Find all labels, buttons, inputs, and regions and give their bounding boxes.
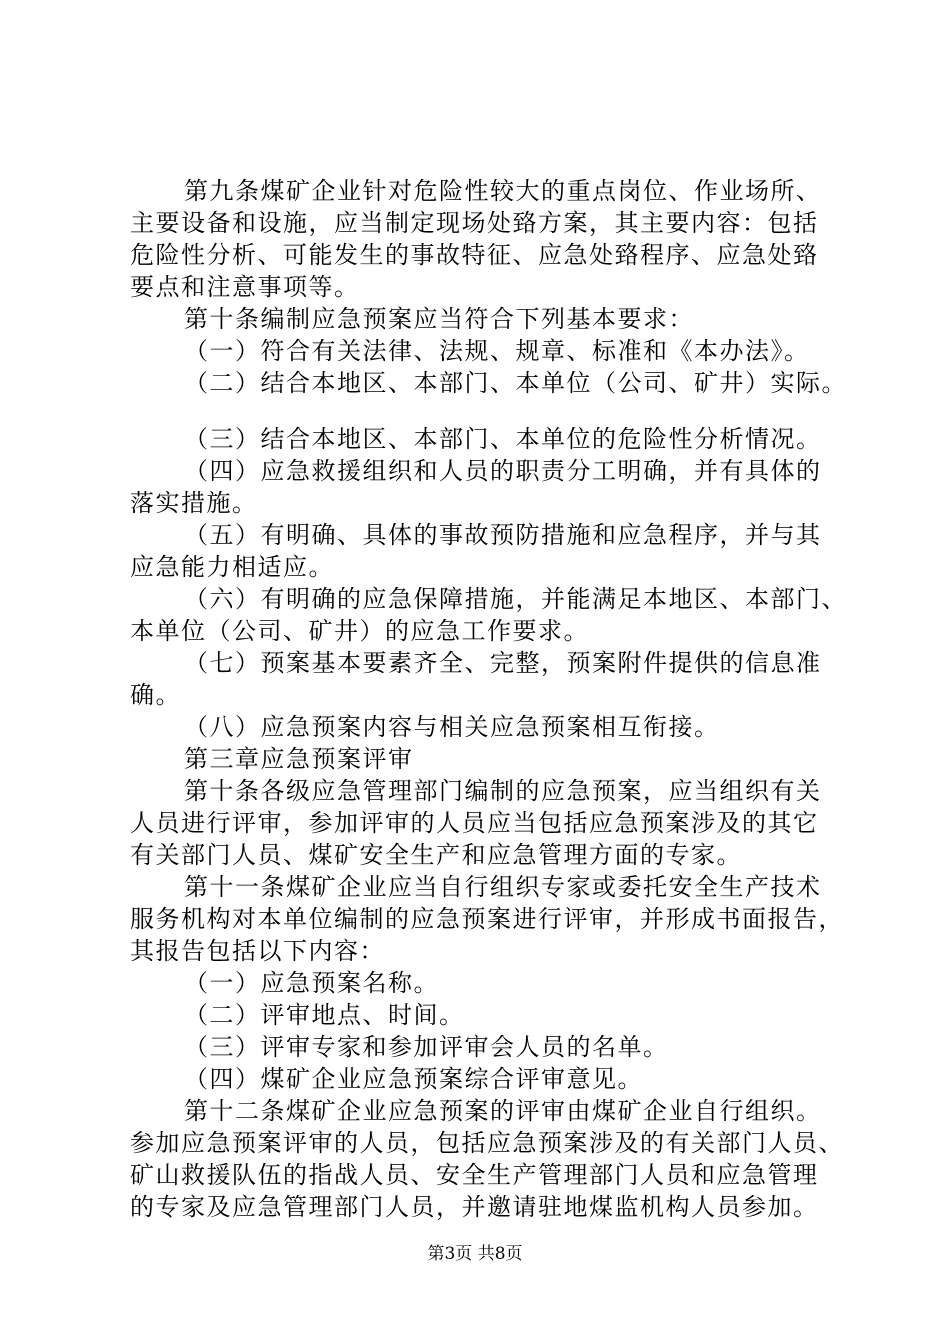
paragraph-line: 第十一条煤矿企业应当自行组织专家或委托安全生产技术 bbox=[184, 873, 822, 901]
paragraph-line: 有关部门人员、煤矿安全生产和应急管理方面的专家。 bbox=[130, 841, 742, 869]
paragraph-line: 第十二条煤矿企业应急预案的评审由煤矿企业自行组织。 bbox=[184, 1097, 822, 1125]
paragraph-line: 要点和注意事项等。 bbox=[130, 273, 360, 301]
paragraph-line: 人员进行评审，参加评审的人员应当包括应急预案涉及的其它 bbox=[130, 809, 819, 837]
list-item: （一）应急预案名称。 bbox=[184, 969, 439, 997]
list-item: （四）应急救援组织和人员的职责分工明确，并有具体的 bbox=[184, 457, 822, 485]
list-item: （二）结合本地区、本部门、本单位（公司、矿井）实际。 bbox=[184, 369, 847, 397]
paragraph-line: 危险性分析、可能发生的事故特征、应急处臵程序、应急处臵 bbox=[130, 241, 819, 269]
paragraph-line: 应急能力相适应。 bbox=[130, 553, 334, 581]
paragraph-line: 主要设备和设施，应当制定现场处臵方案，其主要内容：包括 bbox=[130, 209, 819, 237]
list-item: （八）应急预案内容与相关应急预案相互衔接。 bbox=[184, 713, 720, 741]
paragraph-line: 服务机构对本单位编制的应急预案进行评审，并形成书面报告， bbox=[130, 905, 844, 933]
chapter-heading: 第三章应急预案评审 bbox=[184, 745, 414, 773]
list-item: （二）评审地点、时间。 bbox=[184, 1001, 465, 1029]
list-item: （三）评审专家和参加评审会人员的名单。 bbox=[184, 1033, 669, 1061]
paragraph-line: 其报告包括以下内容： bbox=[130, 937, 385, 965]
list-item: （七）预案基本要素齐全、完整，预案附件提供的信息准 bbox=[184, 649, 822, 677]
paragraph-line: 第九条煤矿企业针对危险性较大的重点岗位、作业场所、 bbox=[184, 177, 822, 205]
paragraph-line: 本单位（公司、矿井）的应急工作要求。 bbox=[130, 617, 589, 645]
paragraph-line: 确。 bbox=[130, 681, 181, 709]
paragraph-line: 矿山救援队伍的指战人员、安全生产管理部门人员和应急管理 bbox=[130, 1161, 819, 1189]
paragraph-line: 落实措施。 bbox=[130, 489, 258, 517]
list-item: （四）煤矿企业应急预案综合评审意见。 bbox=[184, 1065, 643, 1093]
paragraph-line: 第十条编制应急预案应当符合下列基本要求： bbox=[184, 305, 694, 333]
list-item: （三）结合本地区、本部门、本单位的危险性分析情况。 bbox=[184, 425, 822, 453]
list-item: （一）符合有关法律、法规、规章、标准和《本办法》。 bbox=[184, 337, 810, 365]
paragraph-line: 参加应急预案评审的人员，包括应急预案涉及的有关部门人员、 bbox=[130, 1129, 844, 1157]
paragraph-line: 第十条各级应急管理部门编制的应急预案，应当组织有关 bbox=[184, 777, 822, 805]
page-number-footer: 第3页 共8页 bbox=[427, 1244, 523, 1264]
list-item: （六）有明确的应急保障措施，并能满足本地区、本部门、 bbox=[184, 585, 847, 613]
list-item: （五）有明确、具体的事故预防措施和应急程序，并与其 bbox=[184, 521, 822, 549]
paragraph-line: 的专家及应急管理部门人员，并邀请驻地煤监机构人员参加。 bbox=[130, 1193, 819, 1221]
